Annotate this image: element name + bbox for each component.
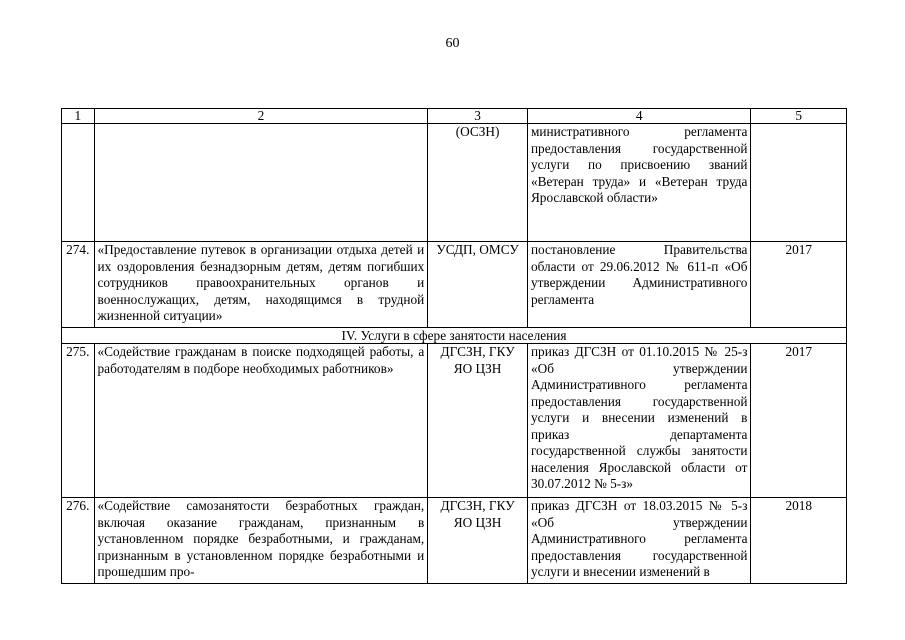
organization-cell: ДГСЗН, ГКУ ЯО ЦЗН	[428, 498, 528, 584]
row-number-cell	[62, 124, 95, 242]
year-cell: 2017	[751, 344, 847, 498]
service-name-cell: «Содействие гражданам в поиске подходящей работы, а работодателям в подборе необходимых работников»	[94, 344, 428, 498]
service-name-cell	[94, 124, 428, 242]
year-cell: 2017	[751, 242, 847, 328]
column-header: 5	[751, 109, 847, 124]
legal-act-cell: приказ ДГСЗН от 01.10.2015 № 25-з «Об утверждении Административного регламента предоставления государственной услуги и внесении изменений в приказ департамента государственной службы занятости населения Ярославской области от 30.07.2012 № 5-з»	[527, 344, 751, 498]
column-header: 4	[527, 109, 751, 124]
column-header: 3	[428, 109, 528, 124]
legal-act-cell: министративного регламента предоставления государственной услуги по присвоению званий «Ветеран труда» и «Ветеран труда Ярославской области»	[527, 124, 751, 242]
organization-cell: УСДП, ОМСУ	[428, 242, 528, 328]
organization-cell: ДГСЗН, ГКУ ЯО ЦЗН	[428, 344, 528, 498]
table-row-continued	[62, 124, 847, 242]
section-title: IV. Услуги в сфере занятости населения	[62, 328, 847, 344]
section-row	[62, 328, 847, 344]
page-number: 60	[445, 36, 460, 51]
table-row	[62, 344, 847, 498]
column-header: 1	[62, 109, 95, 124]
service-name-cell: «Предоставление путевок в организации отдыха детей и их оздоровления безнадзорным детям, детям погибших сотрудников правоохранительных органов и военнослужащих, детям, находящимся в трудной жизненной ситуации»	[94, 242, 428, 328]
organization-cell: (ОСЗН)	[428, 124, 528, 242]
row-number-cell: 276.	[62, 498, 95, 584]
year-cell: 2018	[751, 498, 847, 584]
table-header-row	[62, 109, 847, 124]
service-name-cell: «Содействие самозанятости безработных граждан, включая оказание гражданам, признанным в установленном порядке безработными, и гражданам, признанным в установленном порядке безработными и прошедшим про-	[94, 498, 428, 584]
row-number-cell: 274.	[62, 242, 95, 328]
year-cell	[751, 124, 847, 242]
legal-act-cell: приказ ДГСЗН от 18.03.2015 № 5-з «Об утверждении Административного регламента предоставления государственной услуги и внесении изменений в	[527, 498, 751, 584]
table-row	[62, 498, 847, 584]
legal-act-cell: постановление Правительства области от 29.06.2012 № 611-п «Об утверждении Административного регламента	[527, 242, 751, 328]
services-table	[61, 108, 847, 584]
column-header: 2	[94, 109, 428, 124]
row-number-cell: 275.	[62, 344, 95, 498]
table-row	[62, 242, 847, 328]
